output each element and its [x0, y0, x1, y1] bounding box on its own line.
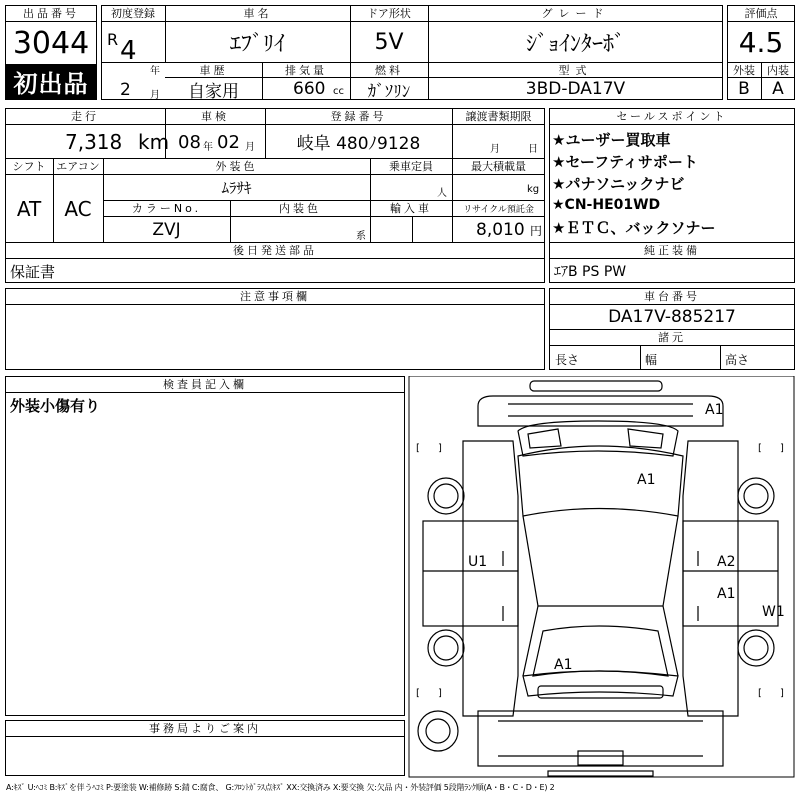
svg-text:[: [ [416, 688, 420, 699]
inspection-header: 車検 [201, 110, 229, 123]
door-header: ドア形状 [367, 7, 411, 20]
damage-mark: A1 [717, 586, 736, 602]
shift-value: AT [16, 196, 42, 221]
svg-text:]: ] [438, 443, 442, 454]
ext-color-header: 外装色 [215, 160, 258, 173]
svg-text:]: ] [780, 688, 784, 699]
displacement-unit: cc [333, 85, 344, 97]
transfer-deadline-header: 譲渡書類期限 [465, 110, 532, 123]
recycle-value: 8,010 [476, 219, 525, 240]
inspector-header: 検査員記入欄 [163, 378, 247, 391]
first-reg-month-unit: 月 [150, 90, 160, 101]
specs-length: 長さ [555, 353, 580, 367]
first-reg-year: 4 [120, 36, 137, 66]
displacement-header: 排気量 [285, 63, 327, 77]
car-name-header: 車名 [243, 7, 272, 20]
score-value: 4.5 [738, 25, 784, 59]
inspection-month-unit: 月 [245, 142, 255, 153]
mileage-unit: km [138, 130, 170, 154]
first-reg-header: 初度登録 [111, 7, 155, 20]
interior-score: A [772, 79, 784, 99]
import-header: 輸入車 [390, 202, 432, 215]
transfer-month-unit: 月 [490, 144, 500, 155]
sales-point-item: ★パナソニックナビ [552, 174, 685, 193]
damage-mark: A2 [717, 554, 736, 570]
car-damage-diagram [408, 376, 795, 778]
sales-point-item: ★ＥＴＣ、バックソナー [552, 218, 716, 237]
interior-score-header: 内装 [767, 63, 789, 77]
lot-number: 3044 [12, 25, 90, 61]
equipment-header: 純正装備 [644, 244, 700, 257]
recycle-unit: 円 [530, 224, 543, 238]
chassis-header: 車台番号 [644, 290, 700, 303]
fuel-header: 燃料 [375, 63, 403, 77]
inspection-year-unit: 年 [203, 142, 213, 153]
svg-text:]: ] [438, 688, 442, 699]
equipment-value: ｴｱB PS PW [554, 264, 627, 280]
registration-value: 岐阜 480ﾉ9128 [296, 134, 421, 154]
first-reg-month: 2 [120, 80, 131, 100]
capacity-unit: 人 [437, 188, 447, 199]
sales-point-item: ★セーフティサポート [552, 152, 698, 171]
grade-value: ｼﾞｮｲﾝﾀｰﾎﾞ [525, 31, 625, 57]
fuel-value: ｶﾞｿﾘﾝ [367, 81, 411, 102]
int-color-unit: 系 [356, 231, 366, 242]
mileage-header: 走行 [71, 110, 99, 123]
svg-text:[: [ [758, 688, 762, 699]
score-header: 評価点 [744, 7, 778, 20]
history-value: 自家用 [188, 81, 239, 102]
max-load-unit: kg [527, 184, 540, 195]
damage-mark: A1 [637, 472, 656, 488]
lot-header: 出品番号 [23, 7, 79, 20]
svg-text:[: [ [416, 443, 420, 454]
damage-mark: A1 [705, 402, 724, 418]
specs-width: 幅 [645, 353, 658, 367]
aircon-header: エアコン [56, 160, 100, 173]
legend-text: A:ｷｽﾞ U:ﾍｺﾐ B:ｷｽﾞを伴うﾍｺﾐ P:要塗装 W:補修跡 S:錆 C:腐食、 G:ﾌﾛﾝﾄｶﾞﾗｽ点ｷｽﾞ XX:交換済み X:要交換 欠:欠品 内・外装評価 5段階ﾗﾝｸ順(A・B・C・D・E) 2 [6, 782, 555, 792]
damage-mark: W1 [762, 604, 785, 620]
model-header: 型式 [558, 63, 593, 77]
first-reg-era: R [107, 30, 119, 49]
sales-point-item: ★CN-HE01WD [552, 197, 661, 213]
later-parts-header: 後日発送部品 [233, 244, 317, 257]
max-load-header: 最大積載量 [471, 160, 526, 173]
capacity-header: 乗車定員 [389, 160, 433, 173]
inspector-remark: 外装小傷有り [10, 396, 101, 415]
ext-color-value: ﾑﾗｻｷ [221, 179, 252, 197]
svg-text:[: [ [758, 443, 762, 454]
exterior-score-header: 外装 [733, 63, 755, 77]
sales-point-item: ★ユーザー買取車 [552, 130, 671, 149]
inspector-box [5, 376, 405, 716]
door-value: 5V [374, 29, 404, 55]
history-header: 車歴 [199, 63, 228, 77]
mileage-value: 7,318 [65, 130, 123, 154]
office-header: 事務局よりご案内 [149, 722, 261, 735]
later-parts-value: 保証書 [10, 262, 56, 281]
displacement-value: 660 [293, 79, 326, 99]
aircon-value: AC [64, 196, 92, 221]
exterior-score: B [738, 79, 750, 99]
recycle-header: リサイクル預託金 [463, 204, 534, 215]
registration-header: 登録番号 [330, 110, 387, 123]
car-name-value: ｴﾌﾞﾘｲ [229, 31, 285, 57]
damage-mark: U1 [468, 554, 488, 570]
specs-height: 高さ [725, 353, 750, 367]
svg-text:]: ] [780, 443, 784, 454]
sales-points-header: セールスポイント [616, 110, 728, 123]
color-no-header: カラーNo. [131, 202, 202, 215]
notes-header: 注意事項欄 [240, 290, 310, 303]
chassis-value: DA17V-885217 [608, 307, 736, 327]
color-no-value: ZVJ [152, 219, 181, 240]
shift-header: シフト [12, 160, 46, 173]
transfer-day-unit: 日 [528, 144, 538, 155]
grade-header: グレード [541, 7, 610, 20]
inspection-year: 08 [178, 131, 201, 153]
damage-mark: A1 [554, 657, 573, 673]
int-color-header: 内装色 [279, 202, 321, 215]
first-reg-year-unit: 年 [150, 66, 160, 77]
specs-header: 諸元 [658, 331, 686, 344]
inspection-month: 02 [217, 131, 240, 153]
first-listing-badge: 初出品 [6, 64, 96, 99]
model-value: 3BD-DA17V [525, 79, 626, 99]
